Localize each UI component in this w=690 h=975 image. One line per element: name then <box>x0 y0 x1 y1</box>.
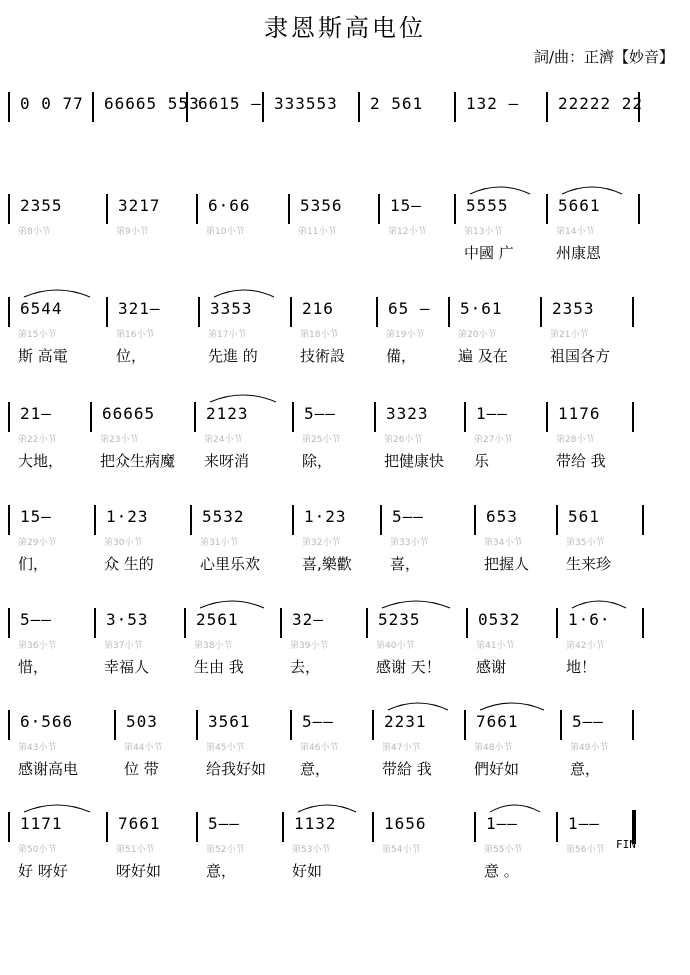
measure-number: 第54小节 <box>382 845 421 855</box>
lyric-text: 州康恩 <box>556 244 602 262</box>
barline <box>292 402 294 432</box>
lyric-text: 中國 广 <box>464 244 514 262</box>
lyric-text: 遍 及在 <box>458 347 508 365</box>
measure-notes: 7661 <box>118 814 161 833</box>
lyric-text: 心里乐欢 <box>200 555 261 573</box>
measure-notes: 5—— <box>572 712 604 731</box>
measure-number: 第25小节 <box>302 435 341 445</box>
lyric-text: 先進 的 <box>208 347 258 365</box>
lyric-text: 来呀消 <box>204 452 250 470</box>
lyric-text: 乐 <box>474 452 490 470</box>
slur-mark <box>386 698 450 712</box>
measure-notes: 5—— <box>20 610 52 629</box>
measure-notes: 2231 <box>384 712 427 731</box>
measure-notes: 2123 <box>206 404 249 423</box>
lyric-text: 把众生病魔 <box>100 452 176 470</box>
barline <box>642 505 644 535</box>
barline <box>290 297 292 327</box>
lyric-text: 地！ <box>566 658 597 676</box>
slur-mark <box>208 390 278 404</box>
measure-number: 第49小节 <box>570 743 609 753</box>
barline <box>380 505 382 535</box>
measure-notes: 2 561 <box>370 94 424 113</box>
barline <box>280 608 282 638</box>
barline <box>358 92 360 122</box>
measure-notes: 0532 <box>478 610 521 629</box>
measure-notes: 2353 <box>552 299 595 318</box>
barline <box>556 608 558 638</box>
barline <box>556 812 558 842</box>
barline <box>546 194 548 224</box>
measure-notes: 1656 <box>384 814 427 833</box>
slur-mark <box>212 285 276 299</box>
lyric-text: 斯 高電 <box>18 347 68 365</box>
lyric-text: 把健康快 <box>384 452 445 470</box>
barline <box>196 812 198 842</box>
measure-number: 第28小节 <box>556 435 595 445</box>
measure-notes: 2355 <box>20 196 63 215</box>
measure-number: 第17小节 <box>208 330 247 340</box>
measure-notes: 3323 <box>386 404 429 423</box>
measure-number: 第35小节 <box>566 538 605 548</box>
measure-number: 第50小节 <box>18 845 57 855</box>
barline <box>546 92 548 122</box>
measure-notes: 1·23 <box>106 507 149 526</box>
barline <box>546 402 548 432</box>
barline <box>474 812 476 842</box>
barline <box>106 297 108 327</box>
measure-notes: 216 <box>302 299 334 318</box>
measure-notes: 1171 <box>20 814 63 833</box>
measure-number: 第16小节 <box>116 330 155 340</box>
measure-notes: 1·6· <box>568 610 611 629</box>
measure-notes: 5—— <box>392 507 424 526</box>
barline <box>454 194 456 224</box>
measure-notes: 3·53 <box>106 610 149 629</box>
measure-notes: 1—— <box>568 814 600 833</box>
measure-number: 第34小节 <box>484 538 523 548</box>
barline <box>106 812 108 842</box>
measure-number: 第8小节 <box>18 227 51 237</box>
measure-number: 第26小节 <box>384 435 423 445</box>
measure-number: 第11小节 <box>298 227 337 237</box>
measure-notes: 7661 <box>476 712 519 731</box>
measure-number: 第41小节 <box>476 641 515 651</box>
slur-mark <box>570 596 628 610</box>
measure-number: 第43小节 <box>18 743 57 753</box>
measure-notes: 1132 <box>294 814 337 833</box>
measure-number: 第30小节 <box>104 538 143 548</box>
barline <box>366 608 368 638</box>
measure-notes: 5356 <box>300 196 343 215</box>
measure-number: 第33小节 <box>390 538 429 548</box>
measure-notes: 321— <box>118 299 161 318</box>
slur-mark <box>296 800 358 814</box>
lyric-text: 祖国各方 <box>550 347 611 365</box>
lyric-text: 位， <box>116 347 147 365</box>
measure-notes: 561 <box>568 507 600 526</box>
measure-notes: 5—— <box>304 404 336 423</box>
measure-notes: 6615 — <box>198 94 262 113</box>
barline <box>198 297 200 327</box>
measure-notes: 3353 <box>210 299 253 318</box>
lyric-text: 生由 我 <box>194 658 244 676</box>
slur-mark <box>22 800 92 814</box>
measure-number: 第42小节 <box>566 641 605 651</box>
measure-notes: 132 — <box>466 94 520 113</box>
measure-number: 第37小节 <box>104 641 143 651</box>
measure-notes: 15— <box>390 196 422 215</box>
measure-number: 第24小节 <box>204 435 243 445</box>
slur-mark <box>468 182 532 196</box>
barline <box>290 710 292 740</box>
measure-number: 第47小节 <box>382 743 421 753</box>
lyric-text: 大地， <box>18 452 64 470</box>
measure-notes: 22222 22 <box>558 94 644 113</box>
measure-notes: 6·566 <box>20 712 74 731</box>
barline <box>92 92 94 122</box>
measure-number: 第18小节 <box>300 330 339 340</box>
measure-number: 第36小节 <box>18 641 57 651</box>
lyric-text: 喜,樂歡 <box>302 555 352 573</box>
measure-notes: 32— <box>292 610 324 629</box>
barline <box>8 402 10 432</box>
barline <box>262 92 264 122</box>
measure-notes: 653 <box>486 507 518 526</box>
barline <box>642 608 644 638</box>
lyric-text: 幸福人 <box>104 658 150 676</box>
measure-number: 第38小节 <box>194 641 233 651</box>
measure-number: 第55小节 <box>484 845 523 855</box>
barline <box>448 297 450 327</box>
barline <box>8 608 10 638</box>
measure-notes: 5·61 <box>460 299 503 318</box>
lyric-text: 們好如 <box>474 760 520 778</box>
measure-number: 第9小节 <box>116 227 149 237</box>
lyric-text: 把握人 <box>484 555 530 573</box>
barline <box>8 710 10 740</box>
barline <box>560 710 562 740</box>
barline <box>90 402 92 432</box>
slur-mark <box>380 596 452 610</box>
lyric-text: 生来珍 <box>566 555 612 573</box>
measure-notes: 65 — <box>388 299 431 318</box>
barline <box>94 608 96 638</box>
barline <box>466 608 468 638</box>
measure-notes: 1—— <box>486 814 518 833</box>
measure-notes: 6·66 <box>208 196 251 215</box>
barline <box>474 505 476 535</box>
barline <box>464 710 466 740</box>
lyric-text: 好 呀好 <box>18 862 68 880</box>
barline <box>556 505 558 535</box>
measure-notes: 5235 <box>378 610 421 629</box>
barline <box>196 194 198 224</box>
slur-mark <box>488 800 542 814</box>
lyric-text: 好如 <box>292 862 323 880</box>
measure-number: 第29小节 <box>18 538 57 548</box>
barline <box>632 710 634 740</box>
barline <box>8 297 10 327</box>
barline <box>114 710 116 740</box>
measure-notes: 2561 <box>196 610 239 629</box>
measure-number: 第22小节 <box>18 435 57 445</box>
barline <box>8 194 10 224</box>
measure-number: 第27小节 <box>474 435 513 445</box>
barline <box>638 194 640 224</box>
barline <box>196 710 198 740</box>
lyric-text: 意， <box>300 760 331 778</box>
lyric-text: 带給 我 <box>382 760 432 778</box>
measure-number: 第13小节 <box>464 227 503 237</box>
measure-notes: 5555 <box>466 196 509 215</box>
measure-number: 第52小节 <box>206 845 245 855</box>
barline <box>374 402 376 432</box>
barline <box>372 812 374 842</box>
measure-notes: 1—— <box>476 404 508 423</box>
barline <box>454 92 456 122</box>
barline <box>194 402 196 432</box>
measure-number: 第31小节 <box>200 538 239 548</box>
measure-notes: 1·23 <box>304 507 347 526</box>
measure-notes: 5661 <box>558 196 601 215</box>
barline <box>190 505 192 535</box>
lyric-text: 除， <box>302 452 333 470</box>
lyric-text: 備， <box>386 347 417 365</box>
measure-number: 第45小节 <box>206 743 245 753</box>
measure-notes: 5—— <box>302 712 334 731</box>
barline <box>282 812 284 842</box>
barline <box>292 505 294 535</box>
barline <box>372 710 374 740</box>
measure-notes: 333553 <box>274 94 338 113</box>
lyric-text: 们， <box>18 555 49 573</box>
measure-notes: 15— <box>20 507 52 526</box>
measure-notes: 3561 <box>208 712 251 731</box>
measure-notes: 0 0 77 <box>20 94 84 113</box>
barline <box>8 92 10 122</box>
measure-number: 第19小节 <box>386 330 425 340</box>
slur-mark <box>22 285 92 299</box>
measure-number: 第40小节 <box>376 641 415 651</box>
slur-mark <box>198 596 266 610</box>
lyric-text: 意 。 <box>484 862 519 880</box>
barline <box>632 297 634 327</box>
lyric-text: 给我好如 <box>206 760 267 778</box>
lyric-text: 去， <box>290 658 321 676</box>
slur-mark <box>560 182 624 196</box>
staff-row <box>0 800 690 925</box>
measure-notes: 503 <box>126 712 158 731</box>
barline <box>540 297 542 327</box>
measure-number: 第14小节 <box>556 227 595 237</box>
measure-number: 第51小节 <box>116 845 155 855</box>
measure-number: 第21小节 <box>550 330 589 340</box>
barline <box>8 505 10 535</box>
lyric-text: 意， <box>206 862 237 880</box>
measure-number: 第12小节 <box>388 227 427 237</box>
measure-number: 第56小节 <box>566 845 605 855</box>
measure-notes: 3217 <box>118 196 161 215</box>
measure-number: 第10小节 <box>206 227 245 237</box>
composer-credit: 詞/曲：正濟【妙音】 <box>533 48 674 66</box>
measure-notes: 1176 <box>558 404 601 423</box>
barline <box>184 608 186 638</box>
measure-number: 第32小节 <box>302 538 341 548</box>
lyric-text: 惜， <box>18 658 49 676</box>
measure-notes: 5532 <box>202 507 245 526</box>
lyric-text: 感谢 天！ <box>376 658 441 676</box>
measure-number: 第48小节 <box>474 743 513 753</box>
measure-number: 第46小节 <box>300 743 339 753</box>
barline <box>632 402 634 432</box>
slur-mark <box>478 698 546 712</box>
lyric-text: 感谢高电 <box>18 760 79 778</box>
measure-notes: 66665 553 <box>104 94 200 113</box>
lyric-text: 感谢 <box>476 658 507 676</box>
barline <box>378 194 380 224</box>
barline <box>288 194 290 224</box>
measure-number: 第23小节 <box>100 435 139 445</box>
barline <box>464 402 466 432</box>
measure-number: 第39小节 <box>290 641 329 651</box>
fin-mark: FIN <box>616 838 636 851</box>
barline <box>376 297 378 327</box>
lyric-text: 带给 我 <box>556 452 606 470</box>
measure-notes: 21— <box>20 404 52 423</box>
lyric-text: 技術設 <box>300 347 346 365</box>
lyric-text: 众 生的 <box>104 555 154 573</box>
lyric-text: 喜， <box>390 555 421 573</box>
barline <box>106 194 108 224</box>
lyric-text: 意， <box>570 760 601 778</box>
measure-number: 第20小节 <box>458 330 497 340</box>
measure-number: 第53小节 <box>292 845 331 855</box>
measure-number: 第44小节 <box>124 743 163 753</box>
barline <box>8 812 10 842</box>
measure-number: 第15小节 <box>18 330 57 340</box>
measure-notes: 66665 <box>102 404 156 423</box>
barline <box>94 505 96 535</box>
song-title: 隶恩斯高电位 <box>264 14 426 42</box>
measure-notes: 5—— <box>208 814 240 833</box>
measure-notes: 6544 <box>20 299 63 318</box>
lyric-text: 呀好如 <box>116 862 162 880</box>
lyric-text: 位 带 <box>124 760 159 778</box>
